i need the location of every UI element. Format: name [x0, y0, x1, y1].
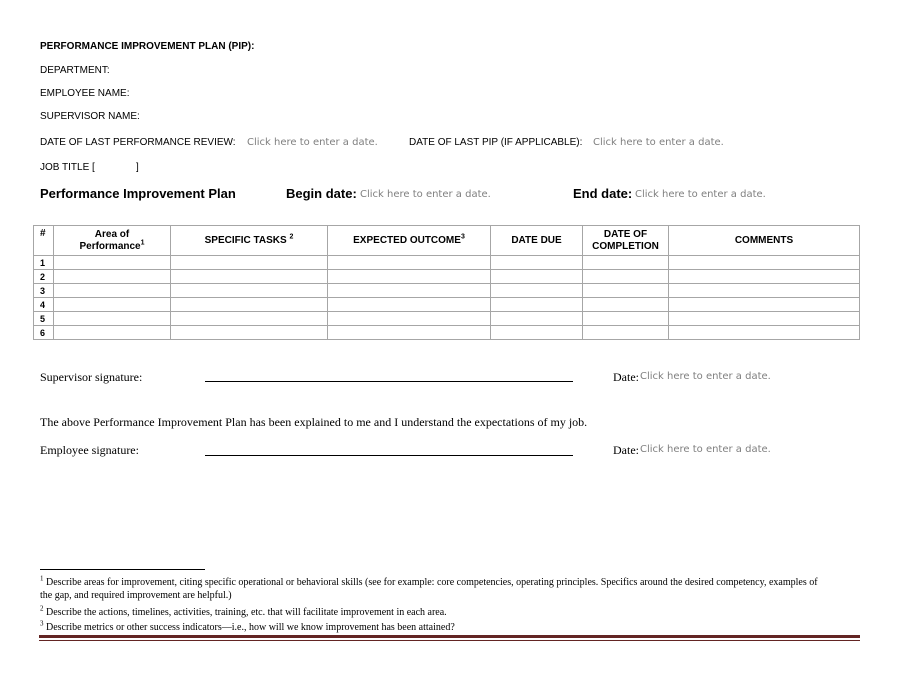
col-header-tasks-label: SPECIFIC TASKS	[204, 234, 287, 246]
area-cell[interactable]	[54, 312, 171, 326]
comments-cell[interactable]	[669, 312, 860, 326]
col-header-comments: COMMENTS	[669, 226, 860, 256]
col-header-outcome	[328, 226, 491, 256]
area-cell[interactable]	[54, 256, 171, 270]
employee-signature-line[interactable]	[205, 455, 573, 456]
completion-cell[interactable]	[583, 256, 669, 270]
tasks-cell[interactable]	[171, 326, 328, 340]
footnote-ref-2: 2	[289, 233, 294, 241]
employee-date-label: Date:	[613, 443, 639, 457]
date-due-cell[interactable]	[491, 298, 583, 312]
area-cell[interactable]	[54, 326, 171, 340]
outcome-cell[interactable]	[328, 270, 491, 284]
date-due-cell[interactable]	[491, 284, 583, 298]
tasks-cell[interactable]	[171, 270, 328, 284]
job-title-field[interactable]	[102, 160, 134, 174]
footnote-ref-1: 1	[140, 239, 145, 247]
comments-cell[interactable]	[669, 326, 860, 340]
col-header-completion-line2: COMPLETION	[592, 240, 659, 252]
department-label: DEPARTMENT:	[40, 65, 110, 76]
supervisor-signature-line[interactable]	[205, 381, 573, 382]
col-header-number: #	[34, 226, 54, 256]
last-pip-label: DATE OF LAST PIP (IF APPLICABLE):	[409, 137, 583, 148]
last-review-date-field[interactable]: Click here to enter a date.	[247, 137, 378, 148]
end-date-field[interactable]: Click here to enter a date.	[635, 189, 766, 200]
table-row	[34, 256, 860, 270]
table-row	[34, 326, 860, 340]
job-title-label: JOB TITLE [	[40, 162, 95, 173]
row-number: 2	[34, 270, 54, 284]
completion-cell[interactable]	[583, 326, 669, 340]
col-header-date-due: DATE DUE	[491, 226, 583, 256]
outcome-cell[interactable]	[328, 312, 491, 326]
row-number: 6	[34, 326, 54, 340]
comments-cell[interactable]	[669, 284, 860, 298]
table-header-row	[34, 226, 860, 256]
comments-cell[interactable]	[669, 270, 860, 284]
footnote-ref-3: 3	[460, 233, 465, 241]
col-header-area	[54, 226, 171, 256]
acknowledgement-text: The above Performance Improvement Plan has been explained to me and I understand the expectations of my job.	[40, 415, 588, 429]
area-cell[interactable]	[54, 284, 171, 298]
footnote-2	[40, 606, 820, 619]
row-number: 4	[34, 298, 54, 312]
footnote-3-text: Describe metrics or other success indicators—i.e., how will we know improvement has been attained?	[43, 622, 455, 633]
pip-table	[33, 225, 860, 340]
area-cell[interactable]	[54, 298, 171, 312]
completion-cell[interactable]	[583, 270, 669, 284]
footnote-2-text: Describe the actions, timelines, activities, training, etc. that will facilitate improvement in each area.	[43, 607, 447, 618]
outcome-cell[interactable]	[328, 284, 491, 298]
employee-date-field[interactable]: Click here to enter a date.	[640, 444, 771, 455]
supervisor-signature-label: Supervisor signature:	[40, 370, 143, 384]
outcome-cell[interactable]	[328, 256, 491, 270]
tasks-cell[interactable]	[171, 284, 328, 298]
tasks-cell[interactable]	[171, 298, 328, 312]
footnote-1	[40, 576, 820, 602]
footer-rule-thin	[39, 640, 860, 641]
col-header-completion	[583, 226, 669, 256]
row-number: 1	[34, 256, 54, 270]
begin-date-field[interactable]: Click here to enter a date.	[360, 189, 491, 200]
table-row	[34, 270, 860, 284]
footnote-separator	[40, 569, 205, 570]
footnote-1-text: Describe areas for improvement, citing specific operational or behavioral skills (see for example: core competencies, operating principles. Specifics around the desired competency, examples of the gap, and required improvement are helpful.)	[40, 577, 818, 601]
completion-cell[interactable]	[583, 312, 669, 326]
date-due-cell[interactable]	[491, 270, 583, 284]
plan-title: Performance Improvement Plan	[40, 186, 236, 201]
footnote-3	[40, 621, 820, 634]
col-header-completion-line1: DATE OF	[603, 228, 648, 240]
date-due-cell[interactable]	[491, 312, 583, 326]
area-cell[interactable]	[54, 270, 171, 284]
last-pip-date-field[interactable]: Click here to enter a date.	[593, 137, 724, 148]
supervisor-date-field[interactable]: Click here to enter a date.	[640, 371, 771, 382]
date-due-cell[interactable]	[491, 326, 583, 340]
table-row	[34, 298, 860, 312]
completion-cell[interactable]	[583, 284, 669, 298]
footnote-2-mark: 2	[40, 604, 44, 613]
row-number: 3	[34, 284, 54, 298]
employee-signature-label: Employee signature:	[40, 443, 139, 457]
table-row	[34, 312, 860, 326]
form-title: PERFORMANCE IMPROVEMENT PLAN (PIP):	[40, 41, 255, 52]
end-date-label: End date:	[573, 186, 633, 201]
supervisor-name-label: SUPERVISOR NAME:	[40, 111, 140, 122]
comments-cell[interactable]	[669, 298, 860, 312]
table-row	[34, 284, 860, 298]
completion-cell[interactable]	[583, 298, 669, 312]
footer-rule-thick	[39, 635, 860, 638]
outcome-cell[interactable]	[328, 298, 491, 312]
last-review-label: DATE OF LAST PERFORMANCE REVIEW:	[40, 137, 236, 148]
tasks-cell[interactable]	[171, 256, 328, 270]
col-header-area-line2: Performance	[79, 240, 141, 252]
date-due-cell[interactable]	[491, 256, 583, 270]
footnote-3-mark: 3	[40, 619, 44, 628]
col-header-area-line1: Area of	[94, 228, 130, 240]
outcome-cell[interactable]	[328, 326, 491, 340]
job-title-bracket: ]	[136, 162, 139, 173]
employee-name-label: EMPLOYEE NAME:	[40, 88, 130, 99]
row-number: 5	[34, 312, 54, 326]
supervisor-date-label: Date:	[613, 370, 639, 384]
col-header-outcome-label: EXPECTED OUTCOME	[353, 234, 461, 246]
begin-date-label: Begin date:	[286, 186, 357, 201]
comments-cell[interactable]	[669, 256, 860, 270]
footnote-1-mark: 1	[40, 574, 44, 583]
col-header-tasks	[171, 226, 328, 256]
tasks-cell[interactable]	[171, 312, 328, 326]
